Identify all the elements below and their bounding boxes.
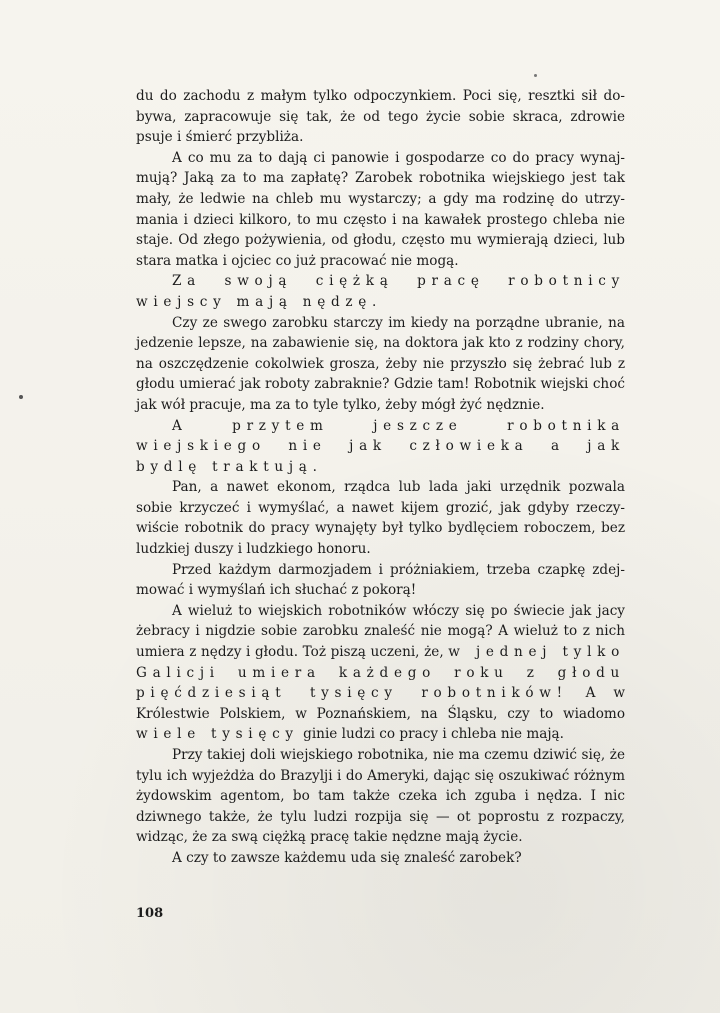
paragraph: Pan, a nawet ekonom, rządca lub lada jaki urzędnik pozwala sobie krzyczeć i wymyślać, a nawet kijem grozić, jak gdyby rzeczywiście robotnik do pracy wynajęty był tylko bydlęciem roboczem, bez ludzkiej duszy i ludzkiego honoru. bbox=[136, 479, 625, 558]
paragraph: A co mu za to dają ci panowie i gospodarze co do pracy wynajmują? Jaką za to ma zapłatę? Zarobek robotnika wiejskiego jest tak mały, że ledwie na chleb mu wystarczy; a gdy ma rodzinę do utrzymania i dzieci kilkoro, to mu często i na kawałek prostego chleba nie staje. Od złego pożywienia, od głodu, często mu wymierają dzieci, lub stara matka i ojciec co już pracować nie mogą. bbox=[136, 149, 625, 269]
page-text bbox=[136, 86, 625, 869]
emphasized-paragraph: Za swoją ciężką pracę robotnicy wiejscy mają nędzę. bbox=[136, 273, 625, 310]
text-run: ginie ludzi co pracy i chleba nie mają. bbox=[298, 726, 564, 743]
text-run: A wieluż to wiejskich robotników włóczy się po świecie jak jacy żebracy i nigdzie sobie zarobku znaleść nie mogą? A wieluż to z nich umiera z nędzy i głodu. Toż piszą uczeni, że, bbox=[136, 602, 625, 661]
paragraph: du do zachodu z małym tylko odpoczynkiem. Poci się, resztki sił dobywa, zapracowuje się tak, że od tego życie sobie skraca, zdrowie psuje i śmierć przybliża. bbox=[136, 88, 625, 146]
speck-mark bbox=[534, 74, 537, 77]
paragraph: A czy to zawsze każdemu uda się znaleść zarobek? bbox=[172, 849, 522, 866]
page-number: 108 bbox=[136, 906, 164, 921]
paragraph: Przy takiej doli wiejskiego robotnika, nie ma czemu dziwić się, że tylu ich wyjeżdża do Brazylji i do Ameryki, dając się oszukiwać różnym żydowskim agentom, bo tam także czeka ich zguba i nędza. I nic dziwnego także, że tylu ludzi rozpija się — ot poprostu z rozpaczy, widząc, że za swą ciężką pracę takie nędzne mają życie. bbox=[136, 747, 625, 846]
emphasized-paragraph: A przytem jeszcze robotnika wiejskiego nie jak człowieka a jak bydlę traktują. bbox=[136, 417, 625, 475]
speck-mark bbox=[19, 395, 23, 399]
emphasized-text: w jednej tylko Galicji umiera każdego roku z głodu pięćdziesiąt tysięcy robotników! bbox=[136, 644, 625, 702]
text-run: A w Królestwie Polskiem, w Poznańskiem, na Śląsku, czy to wiadomo bbox=[136, 685, 625, 722]
paragraph: Czy ze swego zarobku starczy im kiedy na porządne ubranie, na jedzenie lepsze, na zabawienie się, na doktora jak kto z rodziny chory, na oszczędzenie cokolwiek grosza, żeby nie przyszło się żebrać lub z głodu umierać jak roboty zabraknie? Gdzie tam! Robotnik wiejski choć jak wół pracuje, ma za to tyle tylko, żeby mógł żyć nędznie. bbox=[136, 314, 625, 413]
paragraph bbox=[136, 601, 625, 745]
paragraph: Przed każdym darmozjadem i próżniakiem, trzeba czapkę zdejmować i wymyślań ich słuchać z pokorą! bbox=[136, 561, 625, 599]
emphasized-text: wiele tysięcy bbox=[136, 726, 299, 743]
